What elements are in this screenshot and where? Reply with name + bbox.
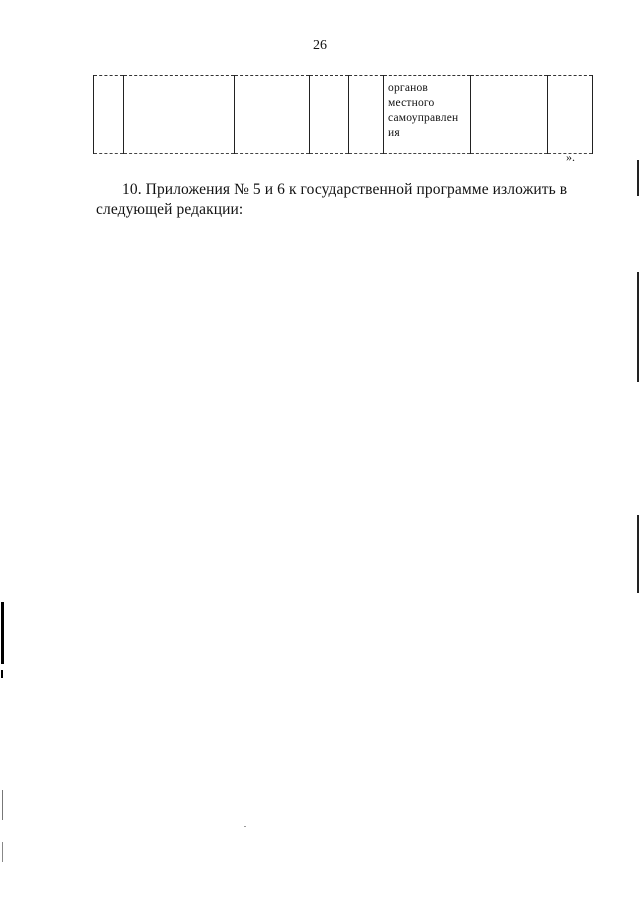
closing-quote: ». [566, 150, 575, 164]
table-cell-7 [471, 76, 548, 154]
scan-edge-mark [637, 272, 639, 382]
table-cell-2 [124, 76, 235, 154]
scan-edge-mark [637, 515, 639, 593]
table-cell-5 [349, 76, 384, 154]
scan-edge-mark [1, 602, 4, 664]
table-cell-4 [310, 76, 349, 154]
page-number: 26 [313, 38, 327, 53]
table-cell-organ-text: органов местного самоуправлен ия [384, 76, 471, 154]
table-row [94, 76, 593, 154]
table-cell-8 [548, 76, 593, 154]
table-cell-1 [94, 76, 124, 154]
paragraph-item-10: 10. Приложения № 5 и 6 к государственной программе изложить в следующей редакции: [96, 180, 568, 218]
scan-edge-mark [637, 160, 639, 196]
scan-speck [244, 826, 246, 827]
scan-edge-mark [2, 790, 3, 820]
scan-edge-mark [2, 842, 3, 862]
table-cell-3 [235, 76, 310, 154]
scan-edge-mark [1, 670, 3, 678]
table-fragment [93, 75, 593, 154]
